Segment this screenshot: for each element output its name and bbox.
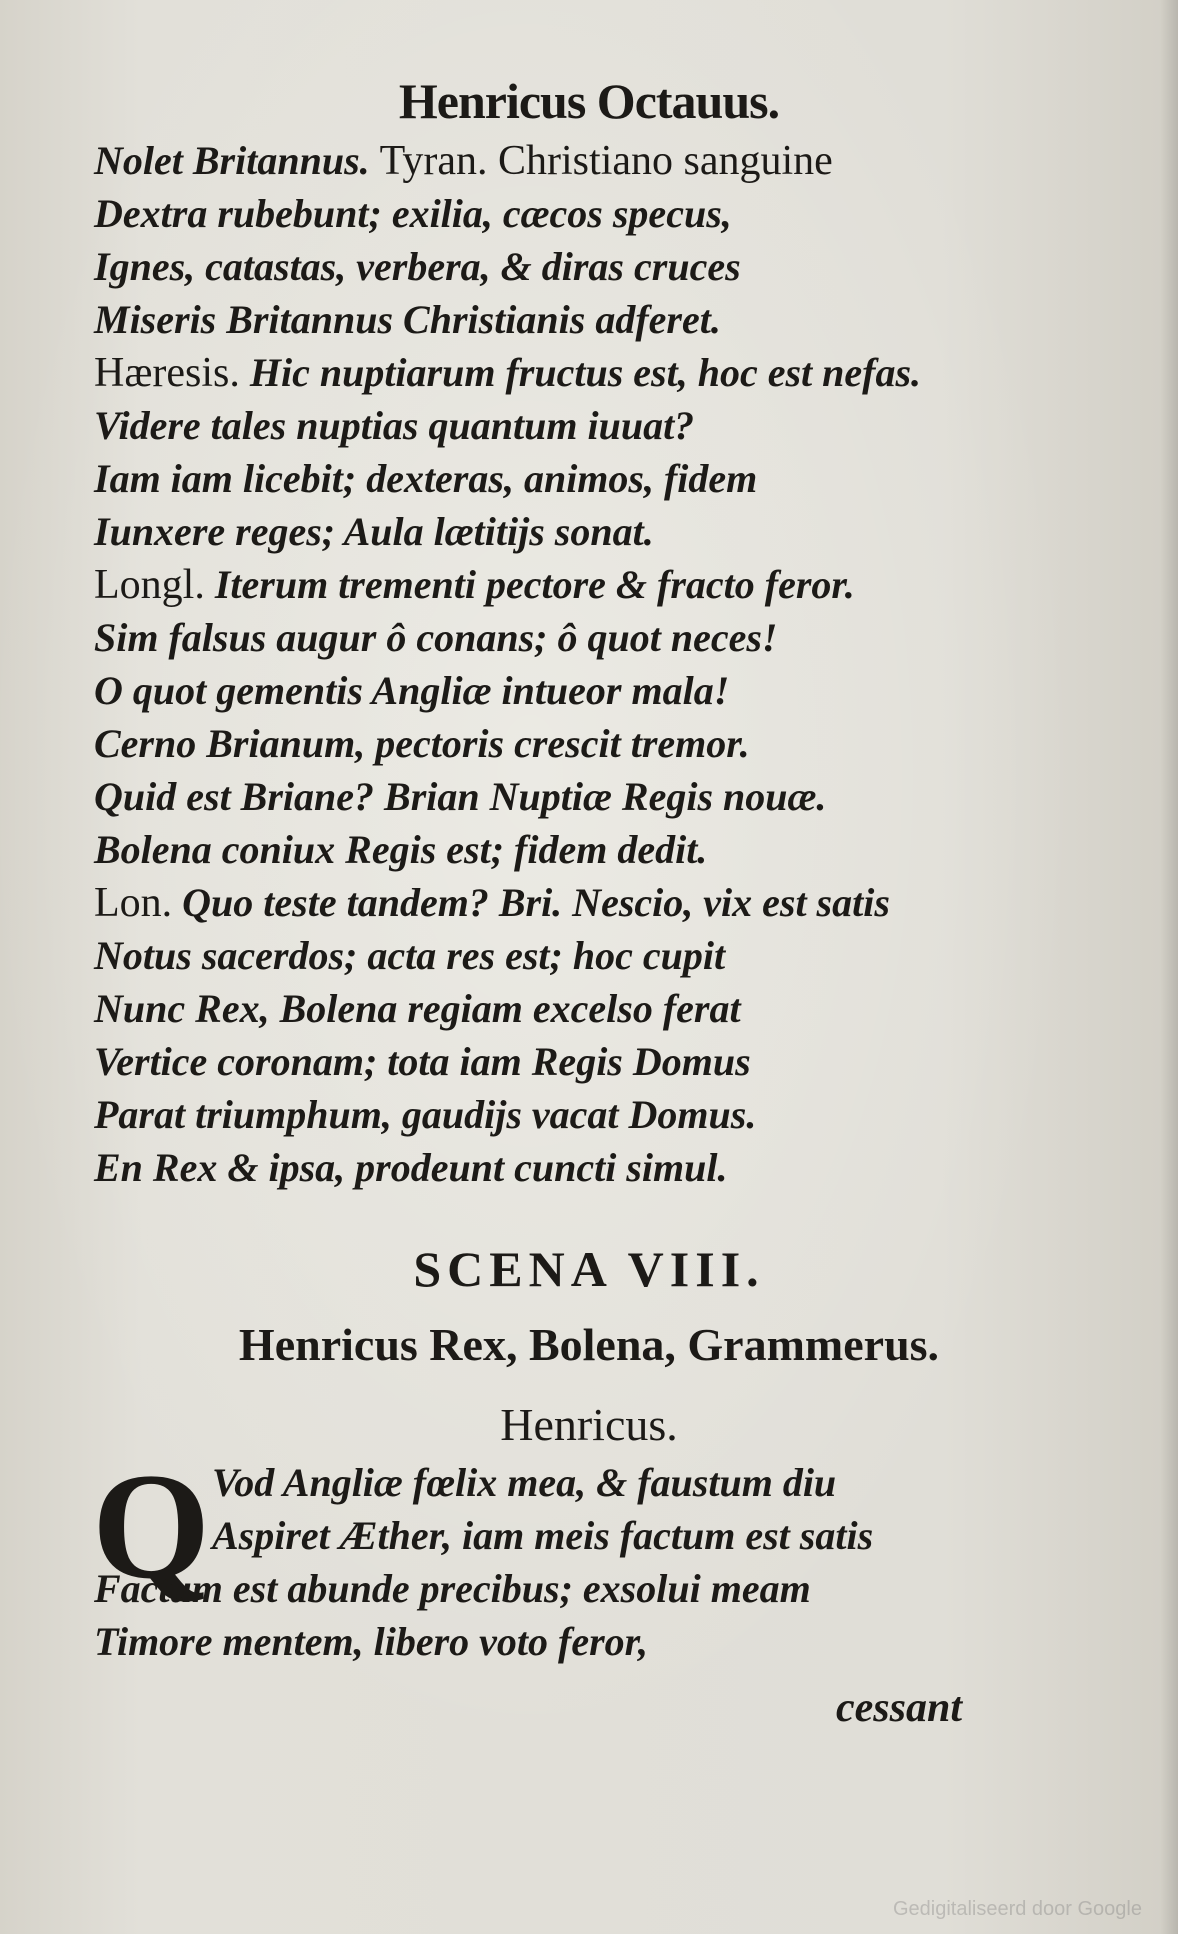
catchword: cessant <box>836 1685 962 1731</box>
verse-line: En Rex & ipsa, prodeunt cuncti simul. <box>94 1145 728 1190</box>
verse-line: Bolena coniux Regis est; fidem dedit. <box>94 827 708 872</box>
verse-line: Lon. Quo teste tandem? Bri. Nescio, vix est satis <box>94 880 890 926</box>
speaker-label: Longl. <box>94 562 205 608</box>
speech-line: Factum est abunde precibus; exsolui meam <box>94 1566 811 1611</box>
verse-line: Iunxere reges; Aula lætitijs sonat. <box>94 509 654 554</box>
verse-line: Sim falsus augur ô conans; ô quot neces! <box>94 615 778 660</box>
verse-line: Cerno Brianum, pectoris crescit tremor. <box>94 721 750 766</box>
verse-line: Miseris Britannus Christianis adferet. <box>94 297 721 342</box>
verse-line: Iam iam licebit; dexteras, animos, fidem <box>94 456 758 501</box>
speech-block <box>94 1456 994 1668</box>
speech-line: Timore mentem, libero voto feror, <box>94 1619 649 1664</box>
verse-line: Longl. Iterum trementi pectore & fracto feror. <box>94 562 855 608</box>
speech-line: Vod Angliæ fœlix mea, & faustum diu <box>212 1460 837 1505</box>
verse-line: Vertice coronam; tota iam Regis Domus <box>94 1039 751 1084</box>
verse-line: Nolet Britannus. Tyran. Christiano sanguine <box>94 138 833 184</box>
verse-line: Nunc Rex, Bolena regiam excelso ferat <box>94 986 741 1031</box>
verse-line: Dextra rubebunt; exilia, cæcos specus, <box>94 191 732 236</box>
drop-cap: Q <box>92 1442 211 1610</box>
scene-heading: SCENA VIII. <box>413 1241 765 1297</box>
running-header: Henricus Octauus. <box>398 73 780 129</box>
verse-line: Parat triumphum, gaudijs vacat Domus. <box>94 1092 757 1137</box>
speaker-label: Lon. <box>94 880 173 926</box>
verse-line: O quot gementis Angliæ intueor mala! <box>94 668 730 713</box>
verse-line: Notus sacerdos; acta res est; hoc cupit <box>94 933 726 978</box>
speaker-label: Hæresis. <box>94 350 240 396</box>
verse-line: Hæresis. Hic nuptiarum fructus est, hoc est nefas. <box>94 350 922 396</box>
cast-list: Henricus Rex, Bolena, Grammerus. <box>238 1319 940 1370</box>
page-gutter-shadow <box>1160 0 1178 1934</box>
verse-line: Videre tales nuptias quantum iuuat? <box>94 403 695 448</box>
digitization-watermark: Gedigitaliseerd door Google <box>892 1898 1142 1920</box>
verse-line: Quid est Briane? Brian Nuptiæ Regis nouæ. <box>94 774 827 819</box>
speaker-label: Tyran. Christiano sanguine <box>379 138 833 184</box>
verse-line: Ignes, catastas, verbera, & diras cruces <box>94 244 741 289</box>
verse-block <box>94 134 994 1194</box>
speech-speaker: Henricus. <box>500 1399 678 1450</box>
speech-line: Aspiret Æther, iam meis factum est satis <box>212 1513 874 1558</box>
